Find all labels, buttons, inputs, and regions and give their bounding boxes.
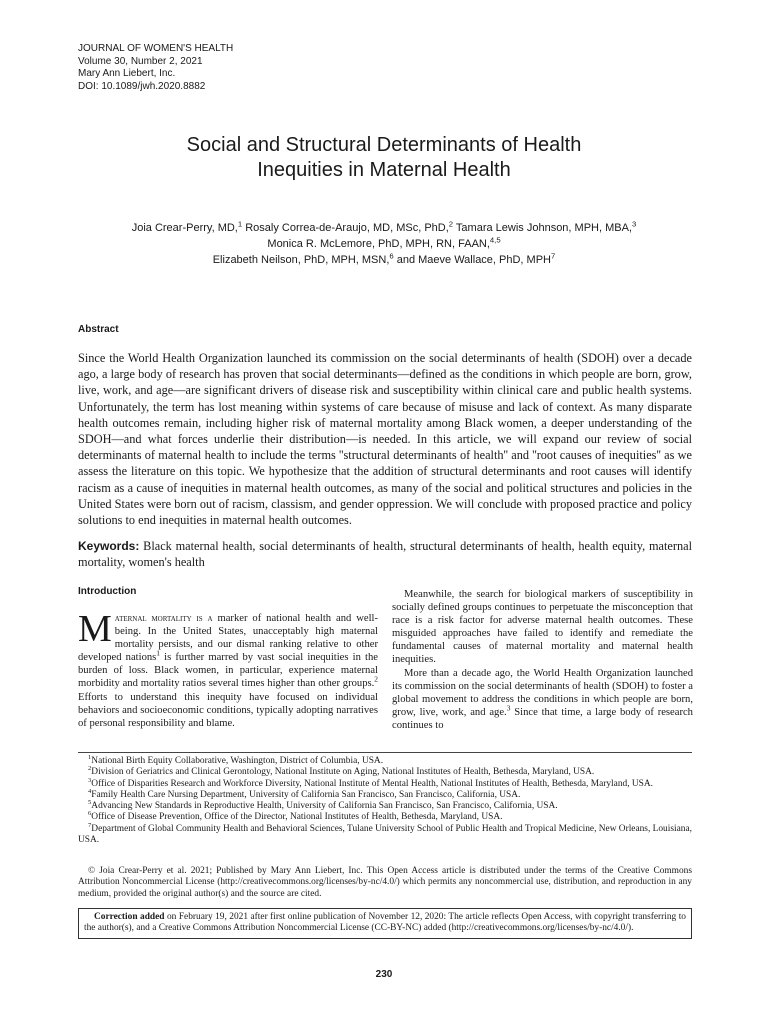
author-5: Elizabeth Neilson, PhD, MPH, MSN, — [212, 254, 390, 266]
footnote-number: 6 — [88, 810, 92, 818]
footnote-text: National Birth Equity Collaborative, Washington, District of Columbia, USA. — [91, 756, 384, 766]
author-line-2 — [0, 236, 768, 252]
footnote-number: 4 — [88, 787, 92, 795]
footnote — [78, 801, 692, 812]
article-title — [0, 133, 768, 183]
keywords-text: Black maternal health, social determinants of health, structural determinants of health, health equity, maternal mortality, women's health — [78, 539, 692, 570]
keywords-label: Keywords: — [78, 539, 140, 553]
author-1: Joia Crear-Perry, MD, — [131, 222, 238, 234]
author-3: Tamara Lewis Johnson, MPH, MBA, — [453, 222, 632, 234]
correction-label: Correction added — [94, 912, 165, 922]
journal-header — [78, 43, 233, 93]
footnote-text: Department of Global Community Health and Behavioral Sciences, Tulane University School of Public Health and Tropical Medicine, New Orleans, Louisiana, USA. — [78, 823, 692, 846]
intro-text-c: Efforts to understand this inequity have focused on individual behaviors and socioeconomic conditions, typically adopting narratives of personal responsibility and blame. — [78, 691, 378, 729]
author-1-affil: 1 — [237, 219, 243, 229]
small-caps-lead: aternal mortality is a — [114, 613, 213, 624]
intro-paragraph-3 — [392, 667, 693, 732]
author-4: Monica R. McLemore, PhD, MPH, RN, FAAN, — [267, 238, 490, 250]
footnote — [78, 767, 692, 778]
footnote-divider — [78, 752, 692, 753]
intro-text-b: is further marred by vast social inequities in the burden of loss. Black women, in particular, experience maternal morbidity and mortality ratios several times higher than other groups. — [78, 652, 378, 690]
introduction-heading: Introduction — [78, 586, 137, 597]
journal-name: JOURNAL OF WOMEN'S HEALTH — [78, 43, 234, 54]
title-line-2: Inequities in Maternal Health — [257, 159, 511, 181]
footnote-text: Family Health Care Nursing Department, University of California San Francisco, San Francisco, California, USA. — [91, 789, 521, 800]
footnote — [78, 753, 692, 767]
correction-text: on February 19, 2021 after first online publication of November 12, 2020: The article reflects Open Access, with copyright transferring to the author(s), and a Creative Commons Attribution Noncommercial License (CC-BY-NC) added (http://creativecommons.org/licenses/by-nc/4.0/). — [84, 912, 686, 934]
journal-publisher: Mary Ann Liebert, Inc. — [78, 68, 176, 79]
title-line-1: Social and Structural Determinants of Health — [186, 134, 582, 156]
correction-box — [78, 908, 692, 939]
author-3-affil: 3 — [631, 219, 637, 229]
author-2-affil: 2 — [448, 219, 454, 229]
journal-volume: Volume 30, Number 2, 2021 — [78, 55, 203, 67]
footnote-text: Division of Geriatrics and Clinical Gerontology, National Institute on Aging, National Institutes of Health, Bethesda, Maryland, USA. — [91, 767, 595, 778]
abstract-heading: Abstract — [78, 324, 119, 335]
drop-cap: M — [78, 608, 112, 650]
footnote-number: 5 — [88, 799, 92, 807]
abstract-text: Since the World Health Organization launched its commission on the social determinants of health (SDOH) over a decade ago, a large body of research has proven that social determinants—defined as the conditions in which people are born, grow, live, work, and age—are significant drivers of disease risk and susceptibility within clinical care and public health systems. Unfortunately, the term has lost meaning within systems of care because of misuse and lack of context. As many disparate health outcomes remain, including higher risk of maternal mortality among Black women, a deeper understanding of the SDOH—and what forces underlie their distribution—is needed. In this article, we will expand our review of social determinants of maternal health to include the terms ''structural determinants of health'' and ''root causes of inequities'' as we assess the literature on this topic. We hypothesize that the addition of structural determinants and root causes will identify racism as a cause of inequities in maternal health outcomes, as many of the social and political structures and policies in the United States were born out of racism, classism, and gender oppression. We will conclude with proposed practice and policy solutions to end inequities in maternal health outcomes. — [78, 351, 692, 528]
footnote-number: 7 — [88, 821, 92, 829]
footnote — [78, 787, 692, 801]
author-5-affil: 6 — [389, 251, 394, 261]
author-6-affil: 7 — [551, 251, 556, 261]
footnote-number: 1 — [88, 753, 92, 761]
journal-doi: DOI: 10.1089/jwh.2020.8882 — [78, 80, 206, 92]
author-line-3 — [0, 252, 768, 268]
ref-2: 2 — [374, 674, 378, 684]
intro-p3-text-b: Since that time, a large body of research continues to — [392, 706, 693, 731]
right-column — [392, 588, 693, 732]
footnote — [78, 812, 692, 823]
footnote-text: Office of Disease Prevention, Office of the Director, National Institutes of Health, Bethesda, Maryland, USA. — [91, 812, 503, 823]
page-number: 230 — [375, 969, 393, 980]
intro-text-a: marker of national health and well-being. In the United States, unacceptably high maternal mortality persists, and our dismal ranking relative to other developed nations — [78, 613, 378, 664]
footnote — [78, 821, 692, 847]
intro-paragraph-1 — [78, 608, 378, 730]
intro-p3-text-a: More than a decade ago, the World Health Organization launched its commission on the social determinants of health (SDOH) to foster a global movement to address the conditions in which people are born, grow, live, work, and age. — [392, 667, 693, 718]
author-6: and Maeve Wallace, PhD, MPH — [393, 254, 551, 266]
author-list — [0, 220, 768, 268]
author-2: Rosaly Correa-de-Araujo, MD, MSc, PhD, — [242, 222, 449, 234]
ref-1: 1 — [156, 648, 160, 658]
author-4-affil: 4,5 — [489, 235, 501, 245]
footnote-number: 2 — [88, 765, 92, 773]
keywords — [78, 538, 692, 570]
ref-3: 3 — [506, 703, 511, 713]
footnote — [78, 776, 692, 790]
affiliation-footnotes — [78, 753, 692, 846]
footnote-text: Office of Disparities Research and Workforce Diversity, National Institute of Mental Health, National Institutes of Health, Bethesda, Maryland, USA. — [91, 778, 653, 789]
license-notice: © Joia Crear-Perry et al. 2021; Published by Mary Ann Liebert, Inc. This Open Access article is distributed under the terms of the Creative Commons Attribution Noncommercial License (http://creativecommons.org/licenses/by-nc/4.0/) which permits any noncommercial use, distribution, and reproduction in any medium, provided the original author(s) and the source are cited. — [78, 866, 692, 899]
footnote-text: Advancing New Standards in Reproductive Health, University of California San Francisco, San Francisco, California, USA. — [91, 801, 558, 812]
intro-paragraph-2: Meanwhile, the search for biological markers of susceptibility in socially defined groups continues to perpetuate the misconception that race is a risk factor for adverse maternal health outcomes. These misguided approaches have failed to identify and remediate the fundamental causes of maternal mortality and maternal health inequities. — [392, 589, 693, 666]
footnote-number: 3 — [88, 776, 92, 784]
author-line-1 — [0, 220, 768, 236]
